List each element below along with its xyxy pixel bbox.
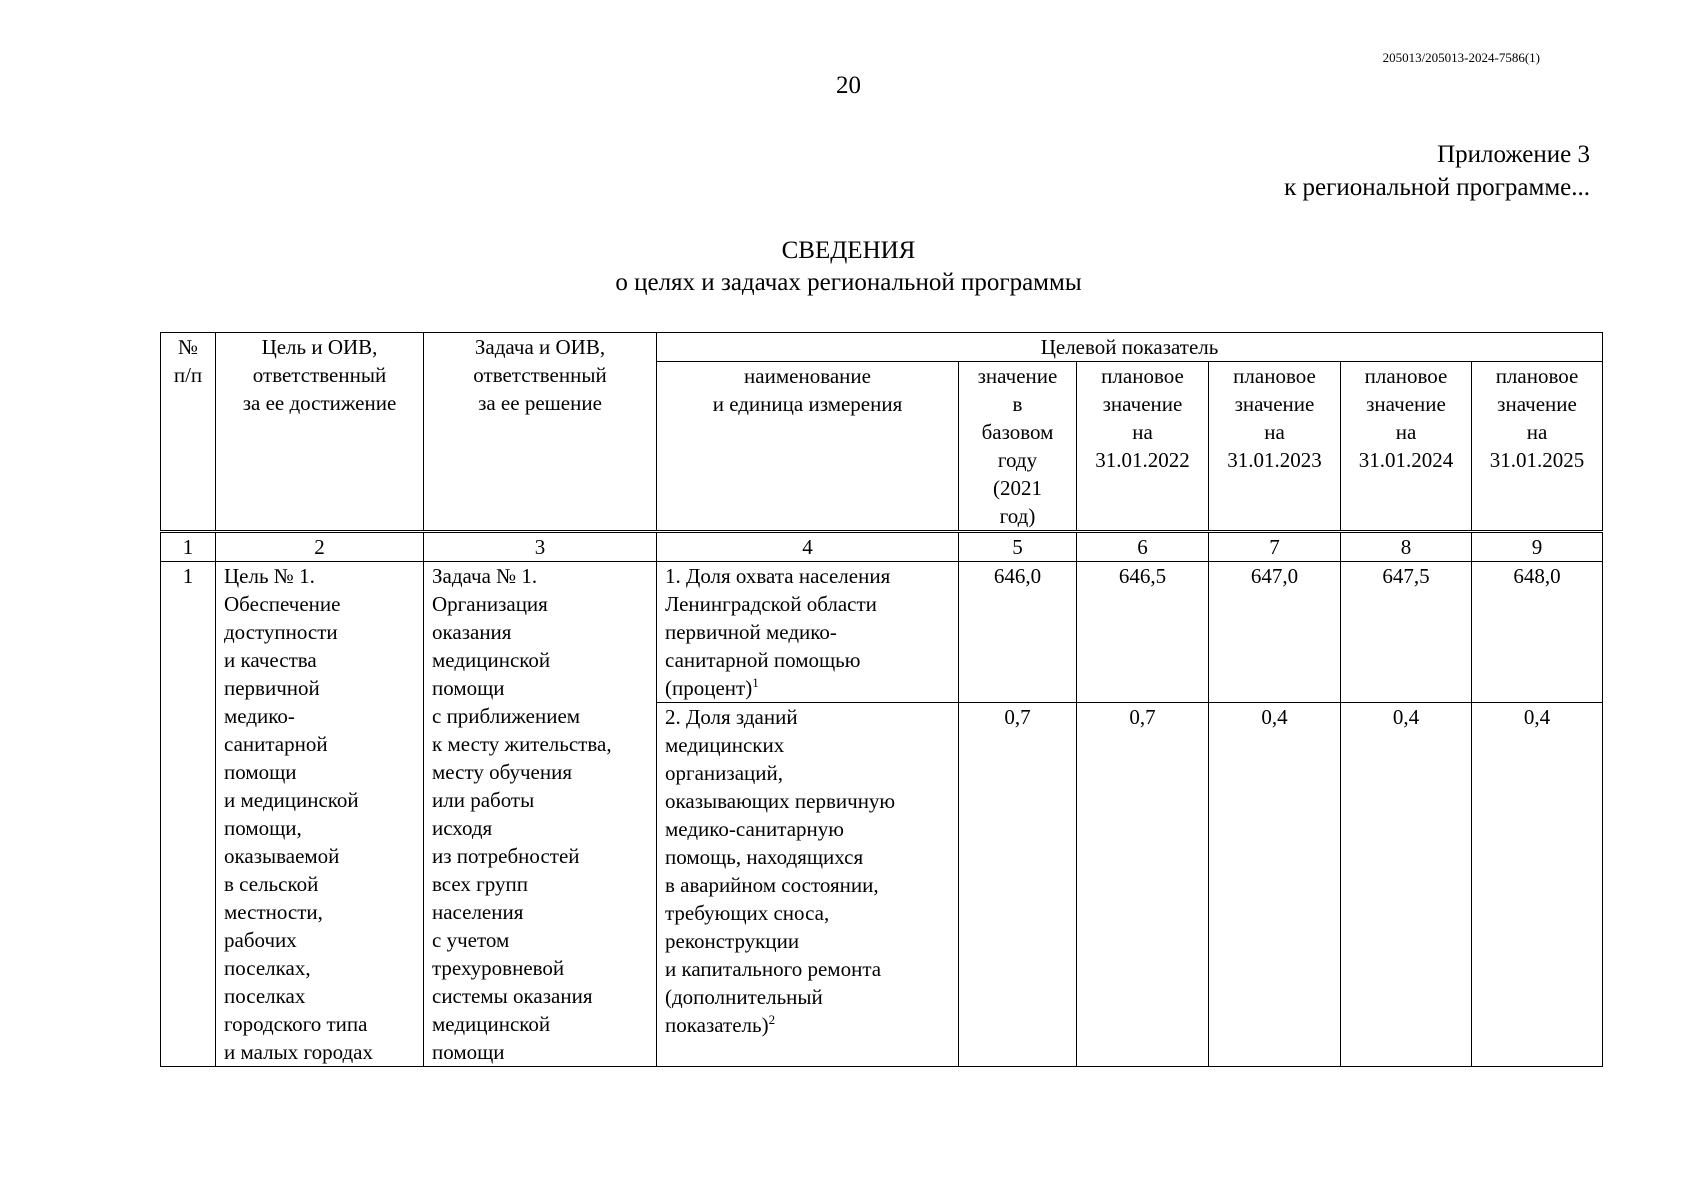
document-id: 205013/205013-2024-7586(1) xyxy=(1382,50,1540,65)
indicator-name-cell xyxy=(657,562,959,703)
goals-table xyxy=(160,332,1603,1067)
indicator-name-cell xyxy=(657,703,959,1067)
col-number: 9 xyxy=(1472,532,1603,562)
value-base: 0,7 xyxy=(959,703,1077,1067)
footnote-marker: 1 xyxy=(752,675,759,690)
value-2022: 0,7 xyxy=(1077,703,1209,1067)
value-2022: 646,5 xyxy=(1077,562,1209,703)
footnote-marker: 2 xyxy=(768,1012,776,1027)
col-number: 2 xyxy=(216,532,424,562)
title-line-1: СВЕДЕНИЯ xyxy=(781,237,916,264)
header-indicator-name: наименование и единица измерения xyxy=(657,362,959,532)
row-number: 1 xyxy=(161,562,216,1067)
task-cell: Задача № 1. Организация оказания медицинской помощи с приближением к месту жительства, месту обучения или работы исходя из потребностей всех групп населения с учетом трехуровневой системы оказания медицинской помощи xyxy=(424,562,657,1067)
header-task: Задача и ОИВ, ответственный за ее решение xyxy=(424,333,657,532)
col-number: 3 xyxy=(424,532,657,562)
header-plan-2025: плановое значение на 31.01.2025 xyxy=(1472,362,1603,532)
header-indicator-group: Целевой показатель xyxy=(657,333,1603,362)
title-line-2: о целях и задачах региональной программы xyxy=(615,269,1082,296)
value-2024: 647,5 xyxy=(1341,562,1472,703)
value-base: 646,0 xyxy=(959,562,1077,703)
value-2025: 648,0 xyxy=(1472,562,1603,703)
col-number: 7 xyxy=(1209,532,1341,562)
col-number: 6 xyxy=(1077,532,1209,562)
col-number: 8 xyxy=(1341,532,1472,562)
col-number: 1 xyxy=(161,532,216,562)
header-plan-2023: плановое значение на 31.01.2023 xyxy=(1209,362,1341,532)
header-plan-2024: плановое значение на 31.01.2024 xyxy=(1341,362,1472,532)
table-row xyxy=(161,562,1603,703)
document-title xyxy=(0,235,1697,299)
appendix-caption xyxy=(1284,138,1590,204)
header-base-value: значение в базовом году (2021 год) xyxy=(959,362,1077,532)
value-2023: 647,0 xyxy=(1209,562,1341,703)
goal-cell: Цель № 1. Обеспечение доступности и качества первичной медико- санитарной помощи и медицинской помощи, оказываемой в сельской местности, рабочих поселках, поселках городского типа и малых городах xyxy=(216,562,424,1067)
header-num: № п/п xyxy=(161,333,216,532)
header-plan-2022: плановое значение на 31.01.2022 xyxy=(1077,362,1209,532)
header-goal: Цель и ОИВ, ответственный за ее достижение xyxy=(216,333,424,532)
indicator-name-text: 2. Доля зданий медицинских организаций, оказывающих первичную медико-санитарную помощь, находящихся в аварийном состоянии, требующих сноса, реконструкции и капитального ремонта (дополнительный показатель) xyxy=(665,705,896,1037)
col-number: 5 xyxy=(959,532,1077,562)
header-row-1 xyxy=(161,333,1603,362)
value-2023: 0,4 xyxy=(1209,703,1341,1067)
appendix-line-1: Приложение 3 xyxy=(1437,141,1590,168)
goals-table-container xyxy=(160,332,1602,1067)
appendix-line-2: к региональной программе... xyxy=(1284,174,1590,201)
page-number: 20 xyxy=(836,72,861,99)
col-number: 4 xyxy=(657,532,959,562)
value-2025: 0,4 xyxy=(1472,703,1603,1067)
indicator-name-text: 1. Доля охвата населения Ленинградской области первичной медико- санитарной помощью (процент) xyxy=(665,564,891,700)
value-2024: 0,4 xyxy=(1341,703,1472,1067)
column-number-row xyxy=(161,532,1603,562)
